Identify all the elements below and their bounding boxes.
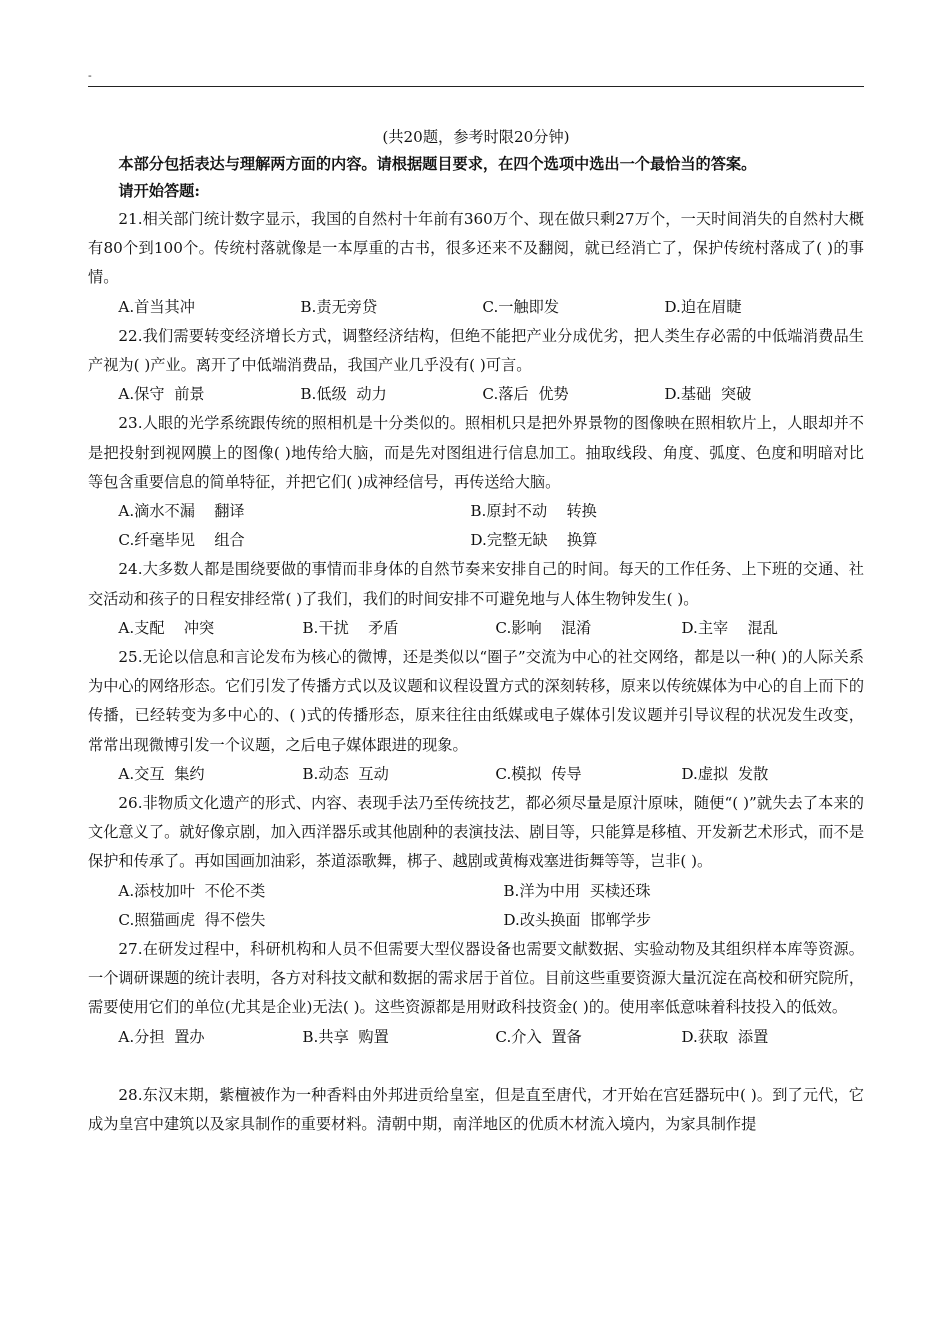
options-26 [88, 877, 864, 935]
option-b: B.责无旁贷 [300, 297, 378, 316]
option-b: B.低级 动力 [300, 385, 387, 404]
options-27 [88, 1023, 864, 1052]
option-a: A.滴水不漏 翻译 [118, 502, 245, 521]
option-b: B.洋为中用 买椟还珠 [503, 881, 651, 900]
option-c: C.纤毫毕见 组合 [118, 531, 245, 550]
section-instructions: 本部分包括表达与理解两方面的内容。请根据题目要求，在四个选项中选出一个最恰当的答案。 [118, 155, 757, 173]
option-c: C.一触即发 [482, 297, 560, 316]
option-d: D.完整无缺 换算 [470, 531, 598, 550]
option-a: A.交互 集约 [118, 764, 205, 783]
option-b: B.干扰 矛盾 [302, 618, 399, 637]
header-dash: - [88, 69, 92, 82]
option-c: C.模拟 传导 [495, 764, 582, 783]
option-d: D.改头换面 邯郸学步 [503, 910, 652, 929]
options-25 [88, 760, 864, 789]
section-info: (共20题，参考时限20分钟) [382, 128, 570, 146]
question-24: 24.大多数人都是围绕要做的事情而非身体的自然节奏来安排自己的时间。每天的工作任务、上下班的交通、社交活动和孩子的日程安排经常( )了我们，我们的时间安排不可避免地与人体生物钟发生( )。 [88, 560, 864, 608]
question-28: 28.东汉末期，紫檀被作为一种香料由外邦进贡给皇室，但是直至唐代，才开始在宫廷器玩中( )。到了元代，它成为皇宫中建筑以及家具制作的重要材料。清朝中期，南洋地区的优质木材流入境内，为家具制作提 [88, 1085, 864, 1134]
start-prompt: 请开始答题: [118, 182, 200, 200]
option-d: D.主宰 混乱 [681, 618, 778, 637]
option-a: A.支配 冲突 [118, 618, 215, 637]
question-23: 23.人眼的光学系统跟传统的照相机是十分类似的。照相机只是把外界景物的图像映在照相软片上，人眼却并不是把投射到视网膜上的图像( )地传给大脑，而是先对图组进行信息加工。抽取线段、角度、弧度、色度和明暗对比等包含重要信息的简单特征，并把它们( )成神经信号，再传送给大脑。 [88, 414, 864, 491]
option-c: C.影响 混淆 [495, 618, 592, 637]
option-d: D.虚拟 发散 [681, 764, 769, 783]
option-d: D.获取 添置 [681, 1027, 769, 1046]
blank-gap [88, 1052, 864, 1081]
question-25: 25.无论以信息和言论发布为核心的微博，还是类似以“圈子”交流为中心的社交网络，都是以一种( )的人际关系为中心的网络形态。它们引发了传播方式以及议题和议程设置方式的深刻转移，原来以传统媒体为中心的自上而下的传播，已经转变为多中心的、( )式的传播形态，原来往往由纸媒或电子媒体引发议题并引导议程的状况发生改变，常常出现微博引发一个议题，之后电子媒体跟进的现象。 [88, 648, 864, 754]
option-a: A.添枝加叶 不伦不类 [118, 881, 266, 900]
option-c: C.照猫画虎 得不偿失 [118, 910, 266, 929]
option-a: A.首当其冲 [118, 297, 195, 316]
option-c: C.介入 置备 [495, 1027, 582, 1046]
options-23 [88, 497, 864, 555]
option-d: D.迫在眉睫 [664, 297, 742, 316]
option-b: B.动态 互动 [302, 764, 389, 783]
question-27: 27.在研发过程中，科研机构和人员不但需要大型仪器设备也需要文献数据、实验动物及其组织样本库等资源。一个调研课题的统计表明，各方对科技文献和数据的需求居于首位。目前这些重要资源大量沉淀在高校和研究院所，需要使用它们的单位(尤其是企业)无法( )。这些资源都是用财政科技资金( )的。使用率低意味着科技投入的低效。 [88, 940, 864, 1017]
options-21 [88, 293, 864, 322]
option-b: B.共享 购置 [302, 1027, 389, 1046]
document-page [88, 76, 864, 1139]
options-24 [88, 614, 864, 643]
option-a: A.保守 前景 [118, 385, 205, 404]
options-22 [88, 380, 864, 409]
option-d: D.基础 突破 [664, 385, 752, 404]
option-a: A.分担 置办 [118, 1027, 205, 1046]
option-c: C.落后 优势 [482, 385, 569, 404]
question-26: 26.非物质文化遗产的形式、内容、表现手法乃至传统技艺，都必须尽量是原汁原味，随便“( )”就失去了本来的文化意义了。就好像京剧，加入西洋器乐或其他剧种的表演技法、剧目等，只能算是移植、开发新艺术形式，而不是保护和传承了。再如国画加油彩，茶道添歌舞，梆子、越剧或黄梅戏塞进街舞等等，岂非( )。 [88, 794, 864, 871]
question-21: 21.相关部门统计数字显示，我国的自然村十年前有360万个、现在做只剩27万个，一天时间消失的自然村大概有80个到100个。传统村落就像是一本厚重的古书，很多还来不及翻阅，就已经消亡了，保护传统村落成了( )的事情。 [88, 210, 864, 287]
question-22: 22.我们需要转变经济增长方式，调整经济结构，但绝不能把产业分成优劣，把人类生存必需的中低端消费品生产视为( )产业。离开了中低端消费品，我国产业几乎没有( )可言。 [88, 326, 864, 375]
option-b: B.原封不动 转换 [470, 502, 597, 521]
